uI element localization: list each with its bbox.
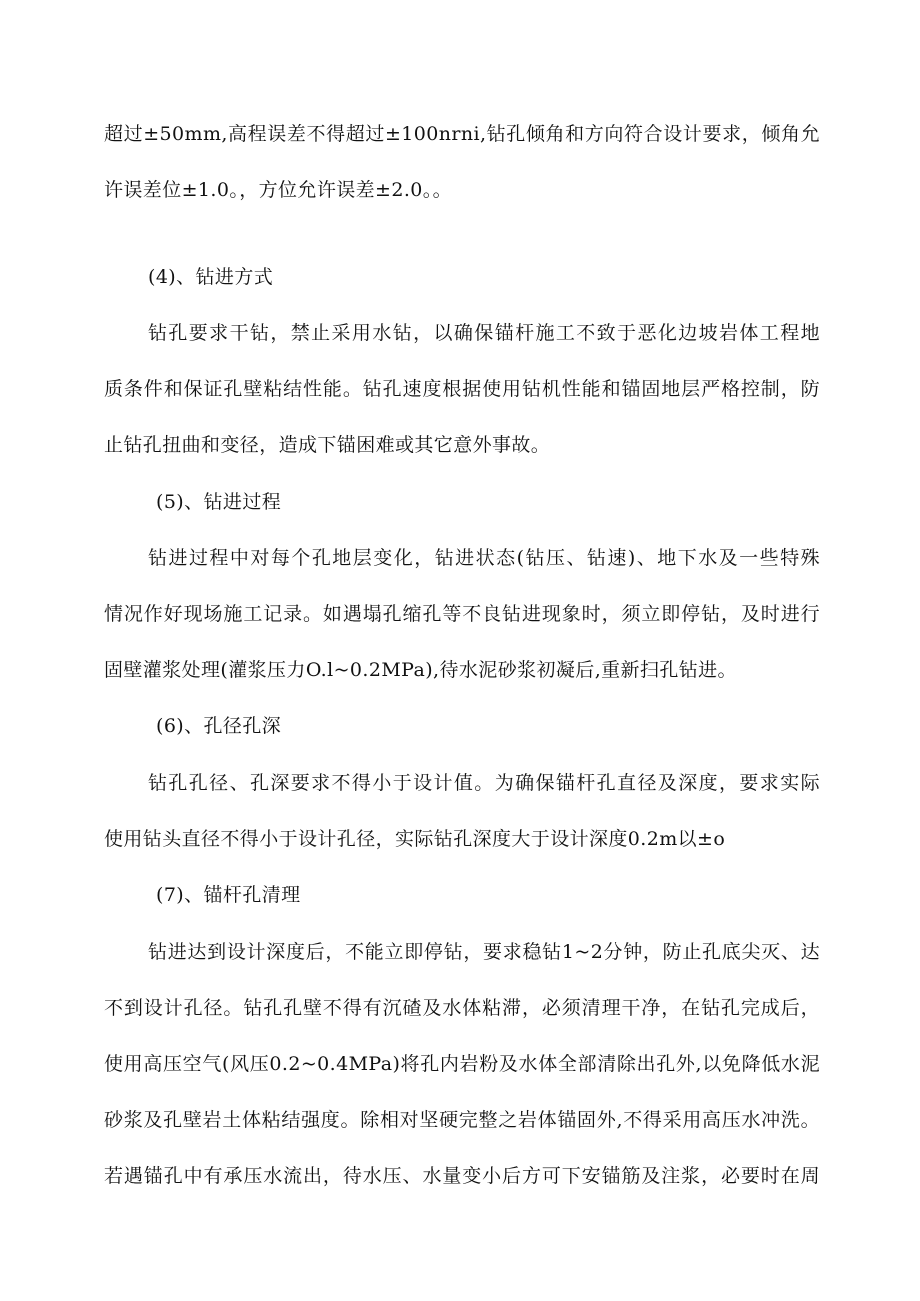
paragraph-line: 情况作好现场施工记录。如遇塌孔缩孔等不良钻进现象时，须立即停钻，及时进行 <box>104 603 820 625</box>
section-heading-6: (6)、孔径孔深 <box>156 715 282 737</box>
paragraph-line: 止钻孔扭曲和变径，造成下锚困难或其它意外事故。 <box>104 434 551 456</box>
section-heading-5: (5)、钻进过程 <box>156 491 282 513</box>
section-heading-4: (4)、钻进方式 <box>148 266 274 288</box>
paragraph-line: 固壁灌浆处理(灌浆压力O.l~0.2MPa),待水泥砂浆初凝后,重新扫孔钻进。 <box>104 659 737 681</box>
section-heading-7: (7)、锚杆孔清理 <box>156 884 301 906</box>
paragraph-line: 许误差位±1.0。，方位允许误差±2.0。。 <box>104 179 453 201</box>
paragraph-line: 钻进达到设计深度后，不能立即停钻，要求稳钻1~2分钟，防止孔底尖灭、达 <box>148 941 820 963</box>
paragraph-line: 钻孔孔径、孔深要求不得小于设计值。为确保锚杆孔直径及深度，要求实际 <box>148 772 820 794</box>
paragraph-line: 超过±50mm,高程误差不得超过±100nrni,钻孔倾角和方向符合设计要求，倾角允 <box>104 123 820 145</box>
paragraph-line: 砂浆及孔壁岩土体粘结强度。除相对坚硬完整之岩体锚固外,不得采用高压水冲洗。 <box>104 1109 820 1131</box>
paragraph-line: 若遇锚孔中有承压水流出，待水压、水量变小后方可下安锚筋及注浆，必要时在周 <box>104 1165 820 1187</box>
paragraph-line: 质条件和保证孔壁粘结性能。钻孔速度根据使用钻机性能和锚固地层严格控制，防 <box>104 378 820 400</box>
paragraph-line: 钻进过程中对每个孔地层变化，钻进状态(钻压、钻速)、地下水及一些特殊 <box>148 547 820 569</box>
paragraph-line: 钻孔要求干钻，禁止采用水钻，以确保锚杆施工不致于恶化边坡岩体工程地 <box>148 322 820 344</box>
paragraph-line: 使用高压空气(风压0.2~0.4MPa)将孔内岩粉及水体全部清除出孔外,以免降低水泥 <box>104 1053 820 1075</box>
paragraph-line: 使用钻头直径不得小于设计孔径，实际钻孔深度大于设计深度0.2m以±o <box>104 828 726 850</box>
paragraph-line: 不到设计孔径。钻孔孔壁不得有沉碴及水体粘滞，必须清理干净，在钻孔完成后， <box>104 997 820 1019</box>
